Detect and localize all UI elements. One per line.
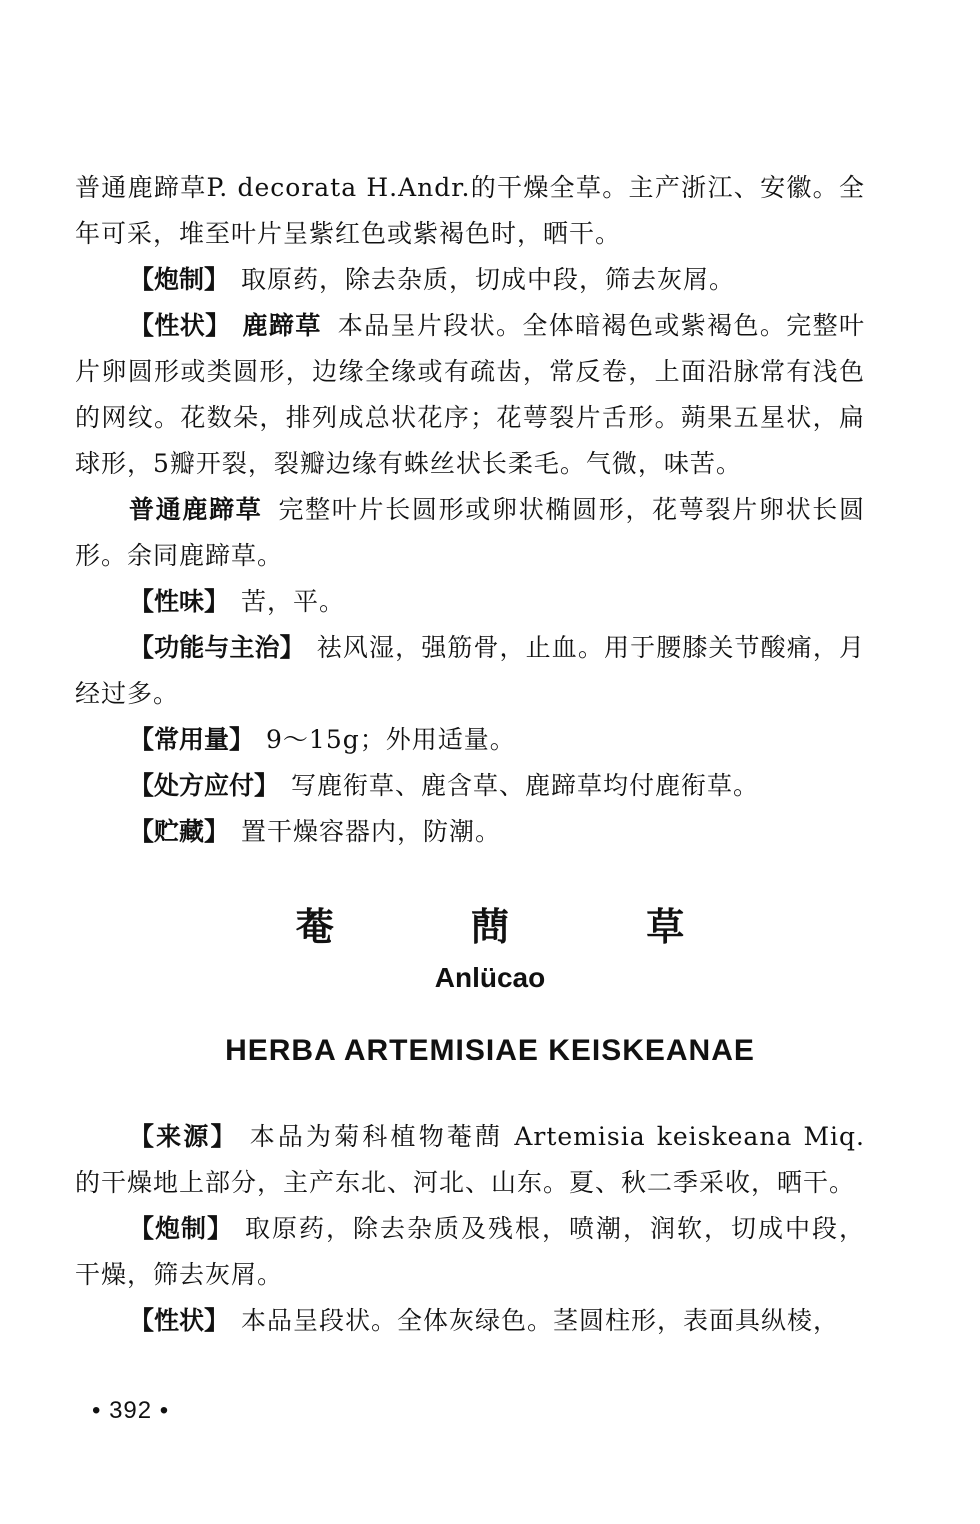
storage-text: 置干燥容器内，防潮。 [241,817,502,846]
processing-text: 取原药，除去杂质，切成中段，筛去灰屑。 [241,265,736,294]
character-text: 本品呈片段状。全体暗褐色或紫褐色。完整叶片卵圆形或类圆形，边缘全缘或有疏齿，常反卷，上面沿脉常有浅色的网纹。花数朵，排列成总状花序；花萼裂片舌形。蒴果五星状，扁球形，5瓣开裂，裂瓣边缘有蛛丝状长柔毛。气微，味苦。 [75,311,865,478]
variant-paragraph [75,487,865,579]
source-text: 本品为菊科植物菴蔄 Artemisia keiskeana Miq. 的干燥地上部分，主产东北、河北、山东。夏、秋二季采收，晒干。 [75,1122,865,1197]
entry-title-pinyin: Anlücao [434,962,546,993]
dosage-label: 【常用量】 [129,725,255,754]
section2-body [75,1114,865,1344]
page-number: • 392 • [92,1397,170,1424]
taste-text: 苦，平。 [241,587,346,616]
character-term: 鹿蹄草 [242,311,322,340]
prescription-label: 【处方应付】 [129,771,280,800]
prescription-text: 写鹿衔草、鹿含草、鹿蹄草均付鹿衔草。 [291,771,760,800]
prescription-paragraph [75,763,865,809]
taste-label: 【性味】 [129,587,230,616]
intro-paragraph [75,165,865,257]
dosage-text: 9～15g；外用适量。 [266,725,516,754]
dosage-paragraph [75,717,865,763]
storage-paragraph [75,809,865,855]
function-label: 【功能与主治】 [129,633,305,662]
taste-paragraph [75,579,865,625]
character2-paragraph [75,1298,865,1344]
processing2-label: 【炮制】 [129,1214,233,1243]
source-label: 【来源】 [129,1122,238,1151]
function-text: 祛风湿，强筋骨，止血。用于腰膝关节酸痛，月经过多。 [75,633,865,708]
entry-title-latin: HERBA ARTEMISIAE KEISKEANAE [225,1034,755,1067]
processing2-paragraph [75,1206,865,1298]
processing-paragraph [75,257,865,303]
character2-text: 本品呈段状。全体灰绿色。茎圆柱形，表面具纵棱， [241,1306,840,1335]
character2-label: 【性状】 [129,1306,230,1335]
entry-title-chinese: 菴 蔄 草 [295,905,747,949]
processing-label: 【炮制】 [129,265,230,294]
intro-text: 普通鹿蹄草P. decorata H.Andr.的干燥全草。主产浙江、安徽。全年可采，堆至叶片呈紫红色或紫褐色时，晒干。 [75,173,865,248]
function-paragraph [75,625,865,717]
variant-term: 普通鹿蹄草 [129,495,263,524]
section1-body [75,165,865,855]
storage-label: 【贮藏】 [129,817,230,846]
source-paragraph [75,1114,865,1206]
variant-text: 完整叶片长圆形或卵状椭圆形，花萼裂片卵状长圆形。余同鹿蹄草。 [75,495,865,570]
character-paragraph [75,303,865,487]
character-label: 【性状】 [129,311,231,340]
processing2-text: 取原药，除去杂质及残根，喷潮，润软，切成中段，干燥，筛去灰屑。 [75,1214,865,1289]
